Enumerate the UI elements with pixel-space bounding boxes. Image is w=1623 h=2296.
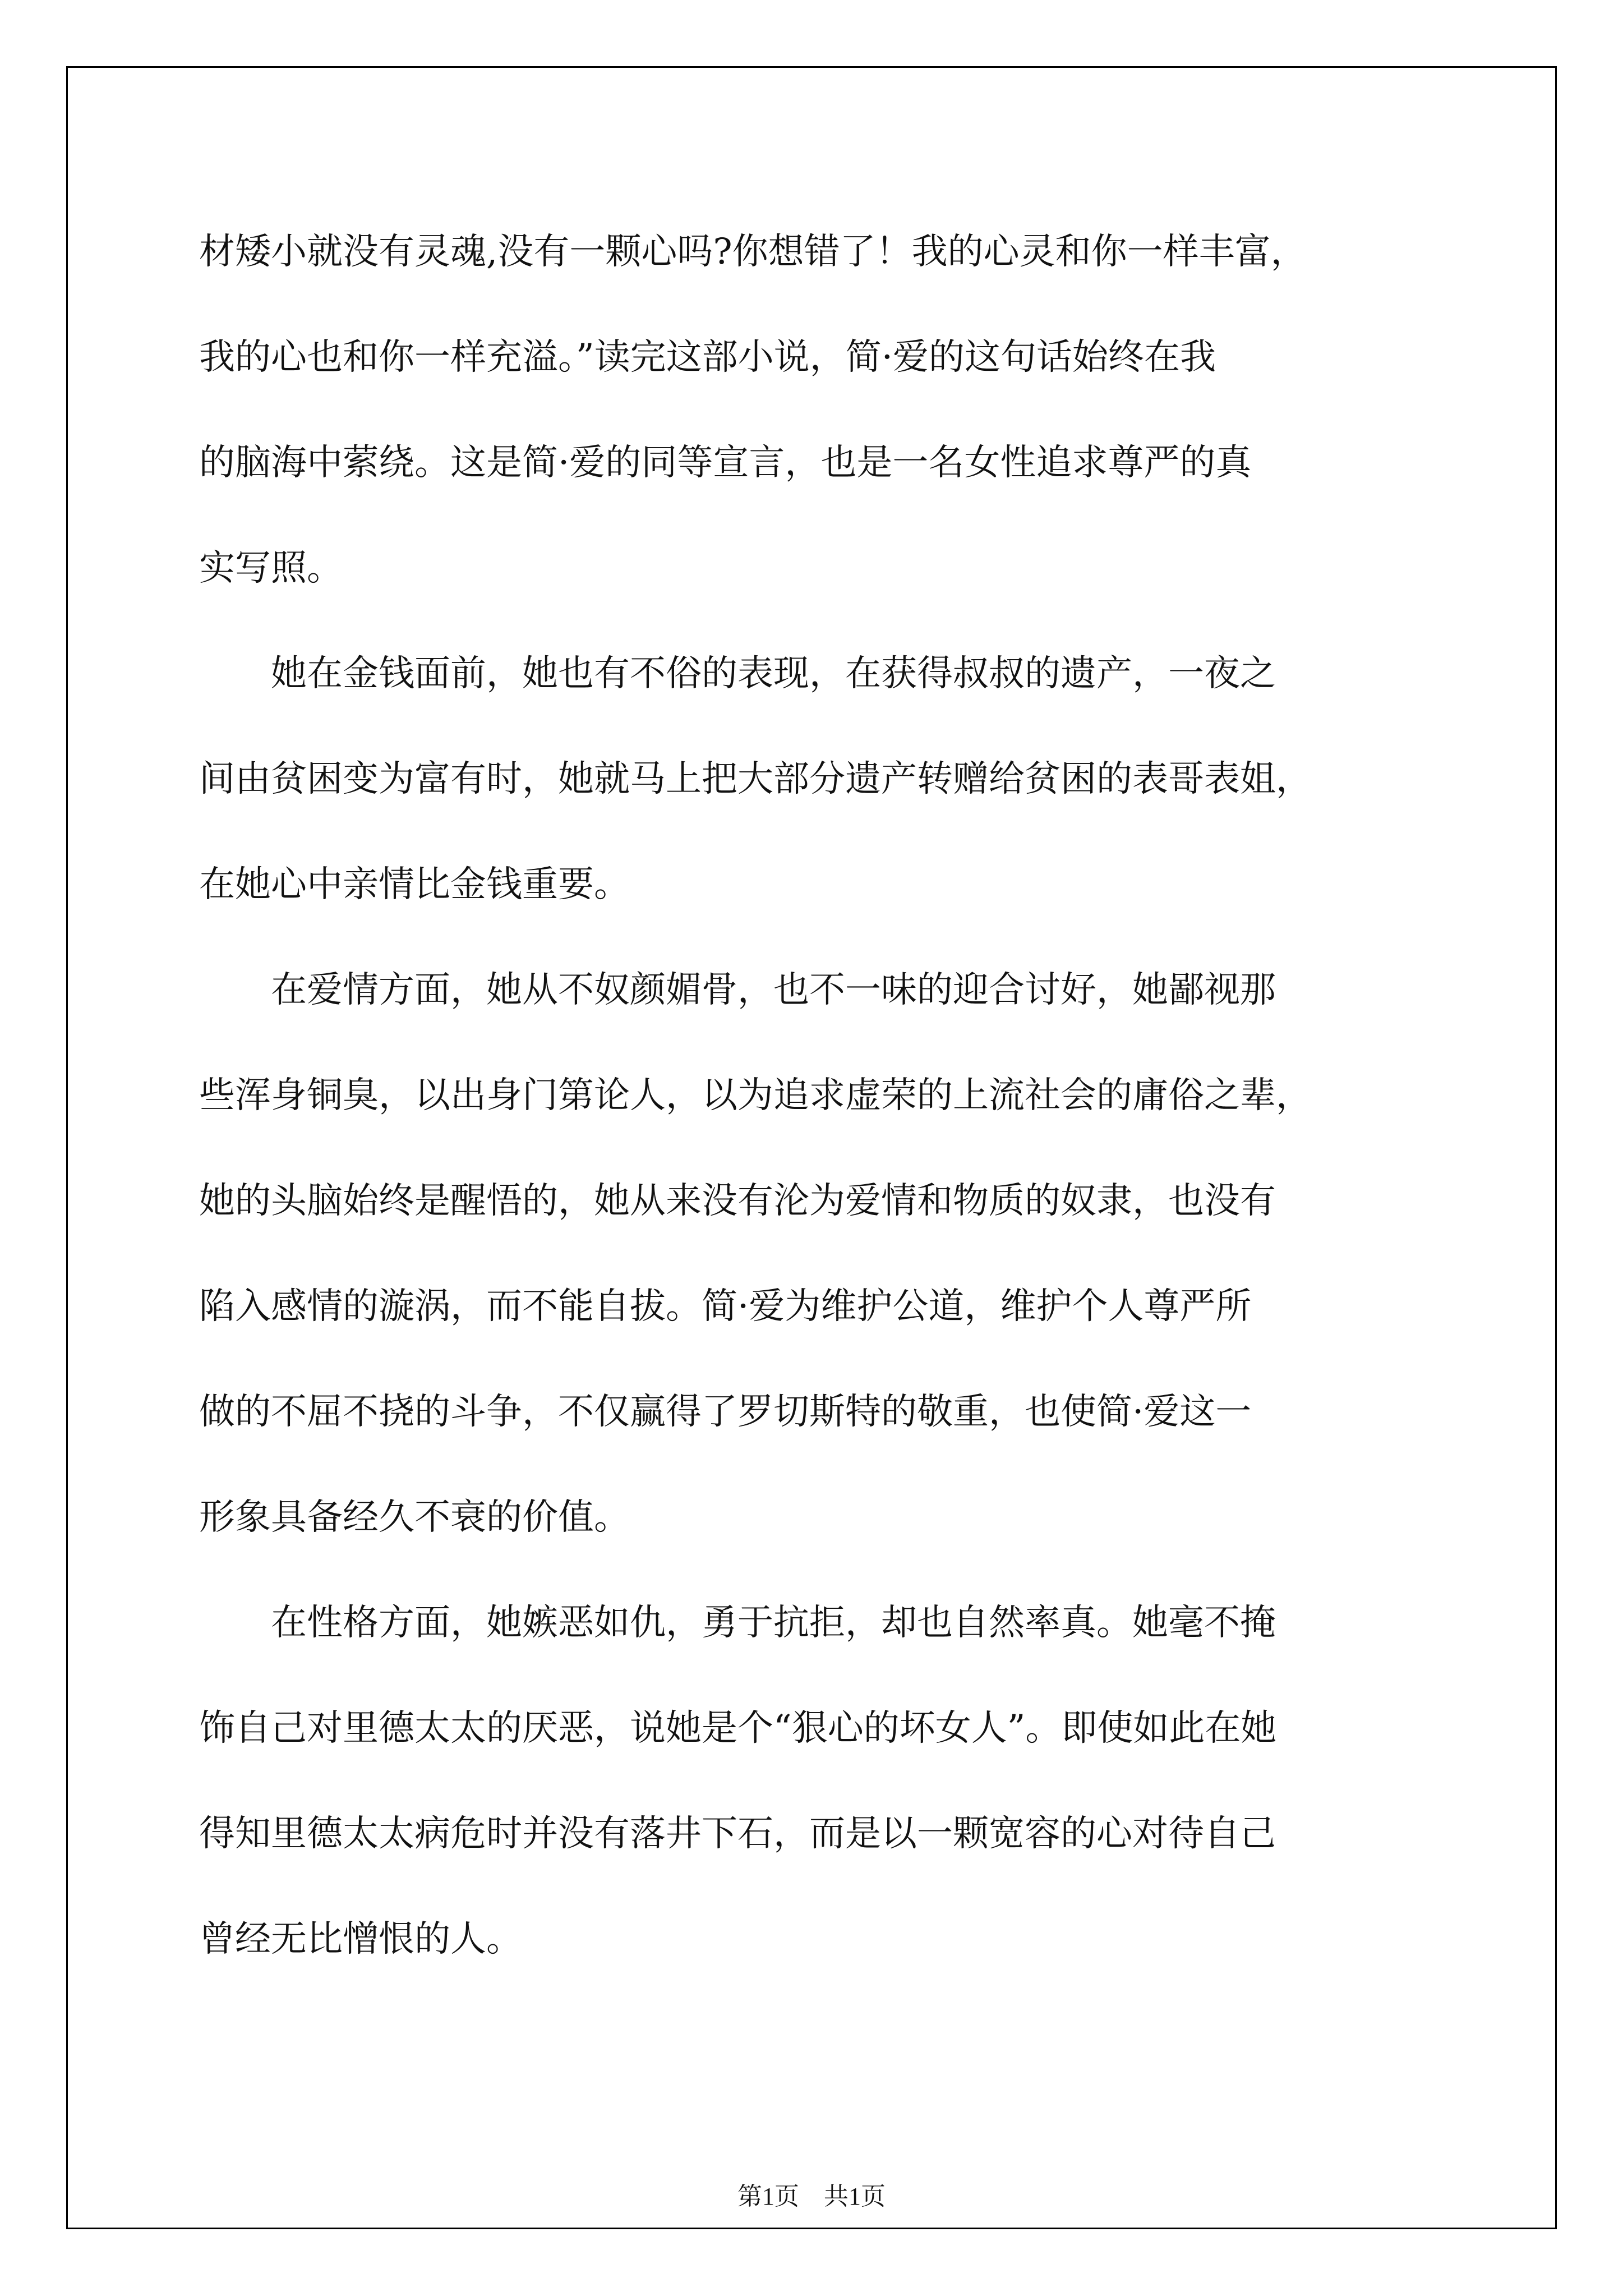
text-line: 做的不屈不挠的斗争，不仅赢得了罗切斯特的敬重，也使简·爱这一: [199, 1391, 1252, 1433]
text-line: 她的头脑始终是醒悟的，她从来没有沦为爱情和物质的奴隶，也没有: [199, 1180, 1276, 1222]
text-line: 材矮小就没有灵魂,没有一颗心吗?你想错了！我的心灵和你一样丰富，: [199, 231, 1307, 273]
text-line: 在爱情方面，她从不奴颜媚骨，也不一味的迎合讨好，她鄙视那: [199, 969, 1276, 1011]
text-line: 得知里德太太病危时并没有落井下石，而是以一颗宽容的心对待自己: [199, 1813, 1276, 1855]
text-line: 饰自己对里德太太的厌恶，说她是个“狠心的坏女人”。即使如此在她: [199, 1708, 1277, 1749]
text-line: 间由贫困变为富有时，她就马上把大部分遗产转赠给贫困的表哥表姐，: [199, 758, 1312, 800]
document-body: [199, 199, 1461, 1992]
text-line: 形象具备经久不衰的价值。: [199, 1497, 630, 1538]
text-line: 我的心也和你一样充溢。”读完这部小说，简·爱的这句话始终在我: [199, 337, 1216, 378]
text-line: 陷入感情的漩涡，而不能自拔。简·爱为维护公道，维护个人尊严所: [199, 1286, 1252, 1327]
text-line: 些浑身铜臭，以出身门第论人，以为追求虚荣的上流社会的庸俗之辈，: [199, 1075, 1312, 1116]
page-number-footer: 第1页 共1页: [737, 2183, 886, 2210]
text-line: 曾经无比憎恨的人。: [199, 1918, 522, 1960]
text-line: 实写照。: [199, 547, 343, 589]
text-line: 的脑海中萦绕。这是简·爱的同等宣言，也是一名女性追求尊严的真: [199, 442, 1252, 484]
text-line: 在她心中亲情比金钱重要。: [199, 864, 630, 905]
text-line: 她在金钱面前，她也有不俗的表现，在获得叔叔的遗产，一夜之: [199, 653, 1276, 694]
text-line: 在性格方面，她嫉恶如仇，勇于抗拒，却也自然率真。她毫不掩: [199, 1602, 1276, 1644]
